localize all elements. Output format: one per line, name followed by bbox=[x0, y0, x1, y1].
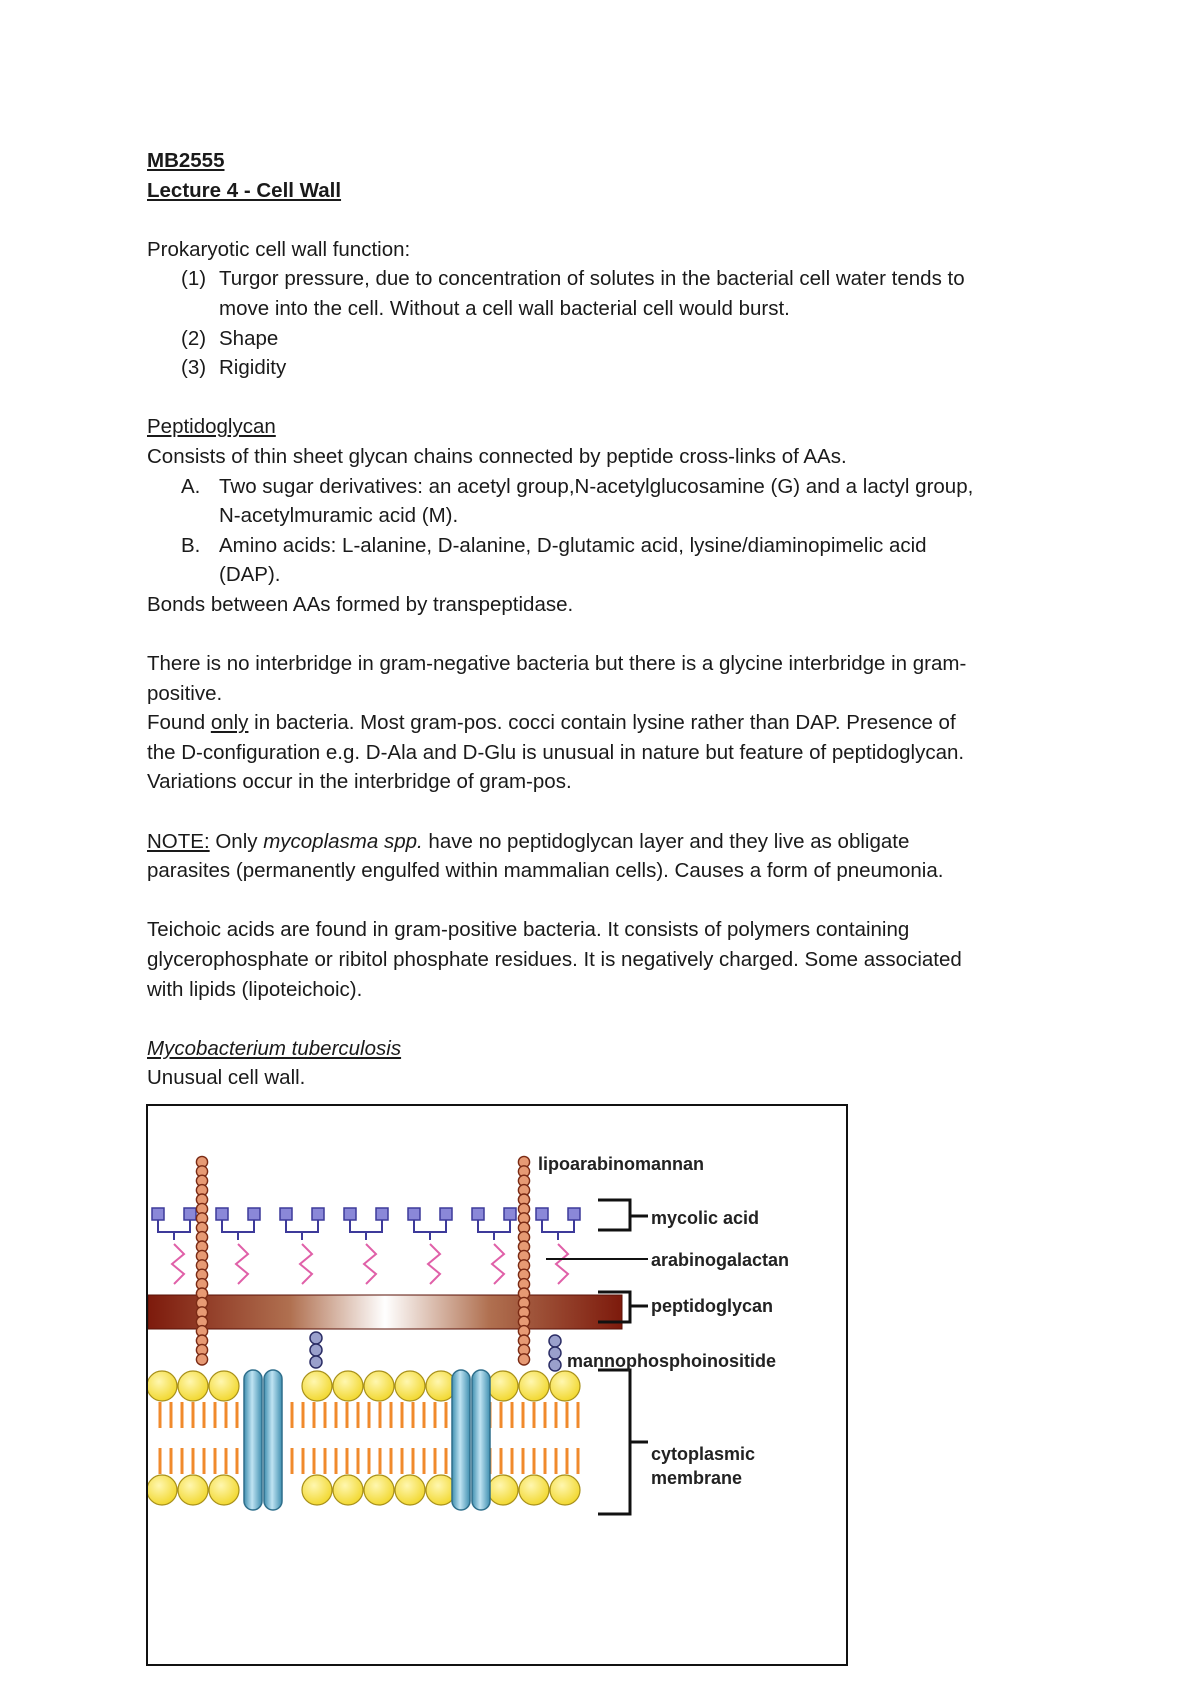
label-cytoplasmic: cytoplasmic bbox=[651, 1444, 756, 1464]
mycolic-acid-link bbox=[478, 1220, 510, 1240]
mycolic-acid-square bbox=[568, 1208, 580, 1220]
item-marker: A. bbox=[181, 474, 201, 498]
lipid-tails bbox=[160, 1402, 578, 1474]
label-peptidoglycan: peptidoglycan bbox=[651, 1296, 774, 1316]
peptidoglycan-item-a-cont: N-acetylmuramic acid (M). bbox=[219, 504, 459, 528]
course-code: MB2555 bbox=[147, 149, 225, 172]
item-text: Two sugar derivatives: an acetyl group,N-acetylglucosamine (G) and a lactyl group, bbox=[219, 474, 974, 498]
arabinogalactan-zigzag bbox=[364, 1244, 376, 1284]
lipid-head bbox=[364, 1475, 394, 1505]
lipid-head bbox=[488, 1475, 518, 1505]
arabinogalactan-layer bbox=[172, 1244, 568, 1284]
label-membrane: membrane bbox=[651, 1468, 743, 1488]
bracket-mycolic-acid bbox=[598, 1200, 648, 1230]
peptidoglycan-band bbox=[148, 1295, 622, 1329]
lipid-head bbox=[209, 1475, 239, 1505]
transpeptidase-line: Bonds between AAs formed by transpeptidase. bbox=[147, 592, 574, 616]
label-mannophosphoinositide: mannophosphoinositide bbox=[567, 1351, 776, 1371]
mycolic-acid-link bbox=[414, 1220, 446, 1240]
note-line-1 bbox=[147, 827, 1047, 857]
mannophosphoinositide-bead bbox=[310, 1356, 322, 1368]
lecture-title: Lecture 4 - Cell Wall bbox=[147, 178, 342, 202]
mycolic-acid-square bbox=[280, 1208, 292, 1220]
mycobacterium-heading: Mycobacterium tuberculosis bbox=[147, 1036, 402, 1060]
label-lipoarabinomannan: lipoarabinomannan bbox=[538, 1154, 705, 1174]
item-marker: (2) bbox=[181, 326, 207, 350]
mycolic-acid-link bbox=[158, 1220, 190, 1240]
found-pre: Found bbox=[147, 711, 211, 735]
lipid-head bbox=[178, 1371, 208, 1401]
lipoarabinomannan-bead bbox=[518, 1354, 529, 1365]
mycolic-acid-square bbox=[440, 1208, 452, 1220]
mycolic-acid-square bbox=[376, 1208, 388, 1220]
lipid-head bbox=[333, 1475, 363, 1505]
lipid-head bbox=[395, 1371, 425, 1401]
lipoarabinomannan-bead bbox=[196, 1354, 207, 1365]
function-item-3 bbox=[147, 353, 1047, 383]
mycolic-acid-square bbox=[504, 1208, 516, 1220]
lipid-head bbox=[302, 1475, 332, 1505]
lipid-head bbox=[209, 1371, 239, 1401]
teichoic-line-1: Teichoic acids are found in gram-positive bacteria. It consists of polymers containing bbox=[147, 918, 910, 942]
mycolic-acid-square bbox=[152, 1208, 164, 1220]
label-arabinogalactan: arabinogalactan bbox=[651, 1250, 790, 1270]
function-intro: Prokaryotic cell wall function: bbox=[147, 237, 411, 261]
lipid-head bbox=[333, 1371, 363, 1401]
mannophosphoinositide-bead bbox=[549, 1359, 561, 1371]
item-marker: (3) bbox=[181, 356, 207, 380]
label-mycolic-acid: mycolic acid bbox=[651, 1208, 760, 1228]
found-only-line bbox=[147, 708, 1047, 738]
mycolic-acid-link bbox=[286, 1220, 318, 1240]
bracket-cytoplasmic-membrane bbox=[598, 1370, 648, 1514]
peptidoglycan-item-b-cont: (DAP). bbox=[219, 563, 281, 587]
membrane-protein-helix bbox=[244, 1370, 262, 1510]
lipid-head bbox=[148, 1475, 177, 1505]
mycolic-acid-square bbox=[248, 1208, 260, 1220]
mycolic-acid-link bbox=[542, 1220, 574, 1240]
arabinogalactan-zigzag bbox=[428, 1244, 440, 1284]
lipid-head bbox=[550, 1475, 580, 1505]
lipid-head bbox=[302, 1371, 332, 1401]
item-text: Rigidity bbox=[219, 356, 287, 380]
arabinogalactan-zigzag bbox=[556, 1244, 568, 1284]
function-item-1-cont: move into the cell. Without a cell wall bacterial cell would burst. bbox=[219, 296, 790, 320]
arabinogalactan-zigzag bbox=[236, 1244, 248, 1284]
interbridge-line-2: positive. bbox=[147, 681, 223, 705]
item-marker: (1) bbox=[181, 267, 207, 291]
arabinogalactan-zigzag bbox=[492, 1244, 504, 1284]
membrane-protein-helix bbox=[452, 1370, 470, 1510]
mycolic-acid-link bbox=[222, 1220, 254, 1240]
cell-wall-diagram bbox=[146, 1104, 848, 1666]
lipid-head bbox=[364, 1371, 394, 1401]
interbridge-line-1: There is no interbridge in gram-negative bacteria but there is a glycine interbridge in gram- bbox=[147, 652, 967, 676]
mycolic-acid-square bbox=[344, 1208, 356, 1220]
peptidoglycan-item-b bbox=[147, 531, 1047, 561]
function-item-1 bbox=[147, 264, 1047, 294]
mycolic-acid-layer bbox=[152, 1208, 580, 1240]
lipid-head bbox=[519, 1371, 549, 1401]
document-page bbox=[147, 146, 1047, 1093]
only-emphasis: only bbox=[210, 711, 249, 735]
arabinogalactan-zigzag bbox=[172, 1244, 184, 1284]
membrane-protein-helix bbox=[264, 1370, 282, 1510]
lipid-head bbox=[488, 1371, 518, 1401]
found-post: in bacteria. Most gram-pos. cocci contain lysine rather than DAP. Presence of bbox=[248, 711, 956, 735]
item-marker: B. bbox=[181, 533, 201, 557]
lipid-heads bbox=[148, 1371, 580, 1505]
lipid-head bbox=[395, 1475, 425, 1505]
item-text: Shape bbox=[219, 326, 279, 350]
item-text: Amino acids: L-alanine, D-alanine, D-glutamic acid, lysine/diaminopimelic acid bbox=[219, 533, 927, 557]
lipid-head bbox=[148, 1371, 177, 1401]
peptidoglycan-heading: Peptidoglycan bbox=[147, 415, 276, 439]
mannophosphoinositide-bead bbox=[310, 1344, 322, 1356]
mycobacterium-text: Unusual cell wall. bbox=[147, 1066, 306, 1090]
cell-wall-svg bbox=[148, 1106, 846, 1664]
mycolic-acid-square bbox=[408, 1208, 420, 1220]
mycolic-acid-square bbox=[216, 1208, 228, 1220]
mannophosphoinositide-bead bbox=[549, 1347, 561, 1359]
mycolic-acid-square bbox=[472, 1208, 484, 1220]
mycolic-acid-square bbox=[184, 1208, 196, 1220]
note-label: NOTE: bbox=[147, 829, 210, 853]
interbridge-line-4: the D-configuration e.g. D-Ala and D-Glu is unusual in nature but feature of peptidoglycan. bbox=[147, 740, 965, 764]
function-item-2 bbox=[147, 324, 1047, 354]
membrane-protein-helix bbox=[472, 1370, 490, 1510]
item-text: Turgor pressure, due to concentration of solutes in the bacterial cell water tends to bbox=[219, 267, 965, 291]
note-species: mycoplasma spp. bbox=[263, 829, 423, 853]
teichoic-line-2: glycerophosphate or ribitol phosphate residues. It is negatively charged. Some associated bbox=[147, 948, 962, 972]
lipid-head bbox=[519, 1475, 549, 1505]
mycolic-acid-square bbox=[312, 1208, 324, 1220]
peptidoglycan-item-a bbox=[147, 472, 1047, 502]
note-post: have no peptidoglycan layer and they live as obligate bbox=[422, 829, 910, 853]
mycolic-acid-link bbox=[350, 1220, 382, 1240]
mannophosphoinositide-bead bbox=[310, 1332, 322, 1344]
mannophosphoinositide-bead bbox=[549, 1335, 561, 1347]
lipoarabinomannan-chains bbox=[196, 1156, 529, 1365]
note-line-2: parasites (permanently engulfed within mammalian cells). Causes a form of pneumonia. bbox=[147, 859, 944, 883]
note-pre: Only bbox=[209, 829, 264, 853]
lipid-head bbox=[178, 1475, 208, 1505]
mycolic-acid-square bbox=[536, 1208, 548, 1220]
peptidoglycan-intro: Consists of thin sheet glycan chains connected by peptide cross-links of AAs. bbox=[147, 444, 847, 468]
teichoic-line-3: with lipids (lipoteichoic). bbox=[147, 977, 363, 1001]
lipid-head bbox=[550, 1371, 580, 1401]
interbridge-line-5: Variations occur in the interbridge of gram-pos. bbox=[147, 770, 572, 794]
arabinogalactan-zigzag bbox=[300, 1244, 312, 1284]
